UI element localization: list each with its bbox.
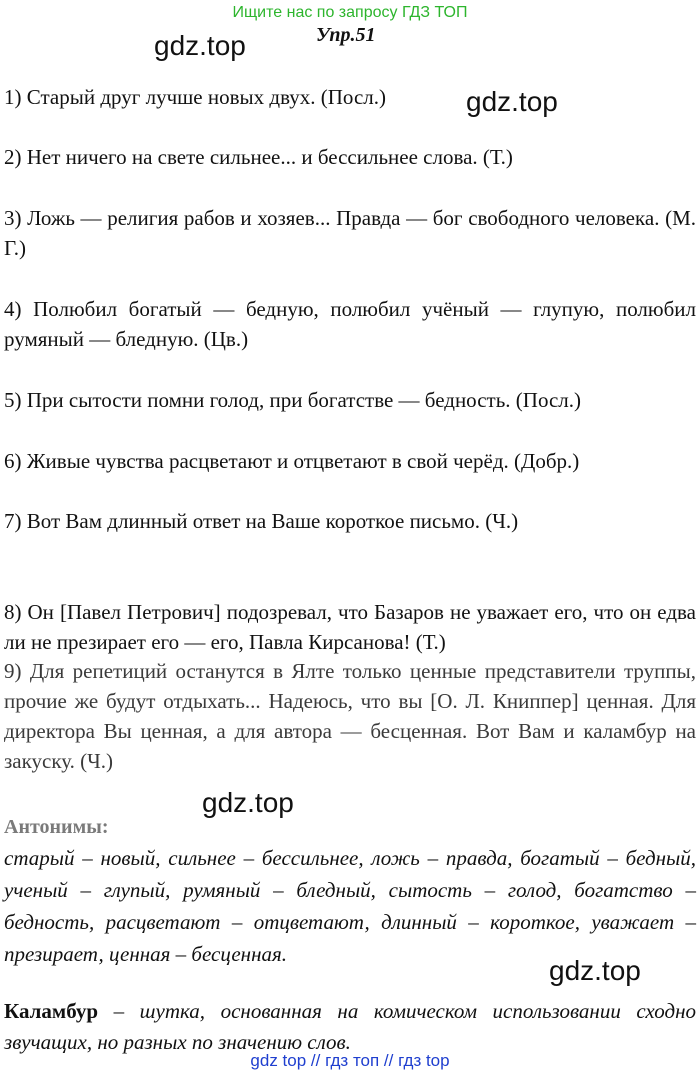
exercise-item-1: 1) Старый друг лучше новых двух. (Посл.) [4,85,386,109]
exercise-item-3: 3) Ложь — религия рабов и хозяев... Правда — бог свободного человека. (М. Г.) [4,206,696,260]
watermark: gdz.top [154,30,246,61]
antonyms-list: старый – новый, сильнее – бессильнее, ложь – правда, богатый – бедный, ученый – глупый, румяный – бледный, сытость – голод, богатство – бедность, расцветают – отцветают, длинный – короткое, уважает – презирает, ценная – бесценная. [4,846,696,966]
exercise-item-6: 6) Живые чувства расцветают и отцветают в свой черёд. (Добр.) [4,449,580,473]
watermark: gdz.top [549,955,641,986]
exercise-item-5: 5) При сытости помни голод, при богатстве — бедность. (Посл.) [4,388,582,412]
pun-definition [4,996,696,1058]
antonyms-heading: Антонимы: [4,816,109,838]
exercise-item-8: 8) Он [Павел Петрович] подозревал, что Базаров не уважает его, что он едва ли не презирает его — его, Павла Кирсанова! (Т.) [4,600,696,654]
pun-term: Каламбур [4,999,99,1023]
exercise-item-2: 2) Нет ничего на свете сильнее... и бессильнее слова. (Т.) [4,145,513,169]
exercise-item-9: 9) Для репетиций останутся в Ялте только ценные представители труппы, прочие же будут отдыхать... Надеюсь, что вы [О. Л. Книппер] ценная. Для директора Вы ценная, а для автора — бесценная. Вот Вам и каламбур на закуску. (Ч.) [4,659,696,773]
exercise-title: Упр.51 [316,24,376,46]
watermark: gdz.top [202,787,294,818]
footer-links: gdz top // гдз топ // гдз top [250,1051,450,1070]
exercise-item-7: 7) Вот Вам длинный ответ на Ваше короткое письмо. (Ч.) [4,509,519,533]
pun-definition-text: шутка, основанная на комическом использовании сходно звучащих, но разных по значению слов. [4,999,696,1054]
watermark: gdz.top [466,86,558,117]
exercise-item-4: 4) Полюбил богатый — бедную, полюбил учёный — глупую, полюбил румяный — бледную. (Цв.) [4,297,696,351]
pun-dash: – [98,999,140,1023]
promo-banner: Ищите нас по запросу ГДЗ ТОП [232,4,468,21]
